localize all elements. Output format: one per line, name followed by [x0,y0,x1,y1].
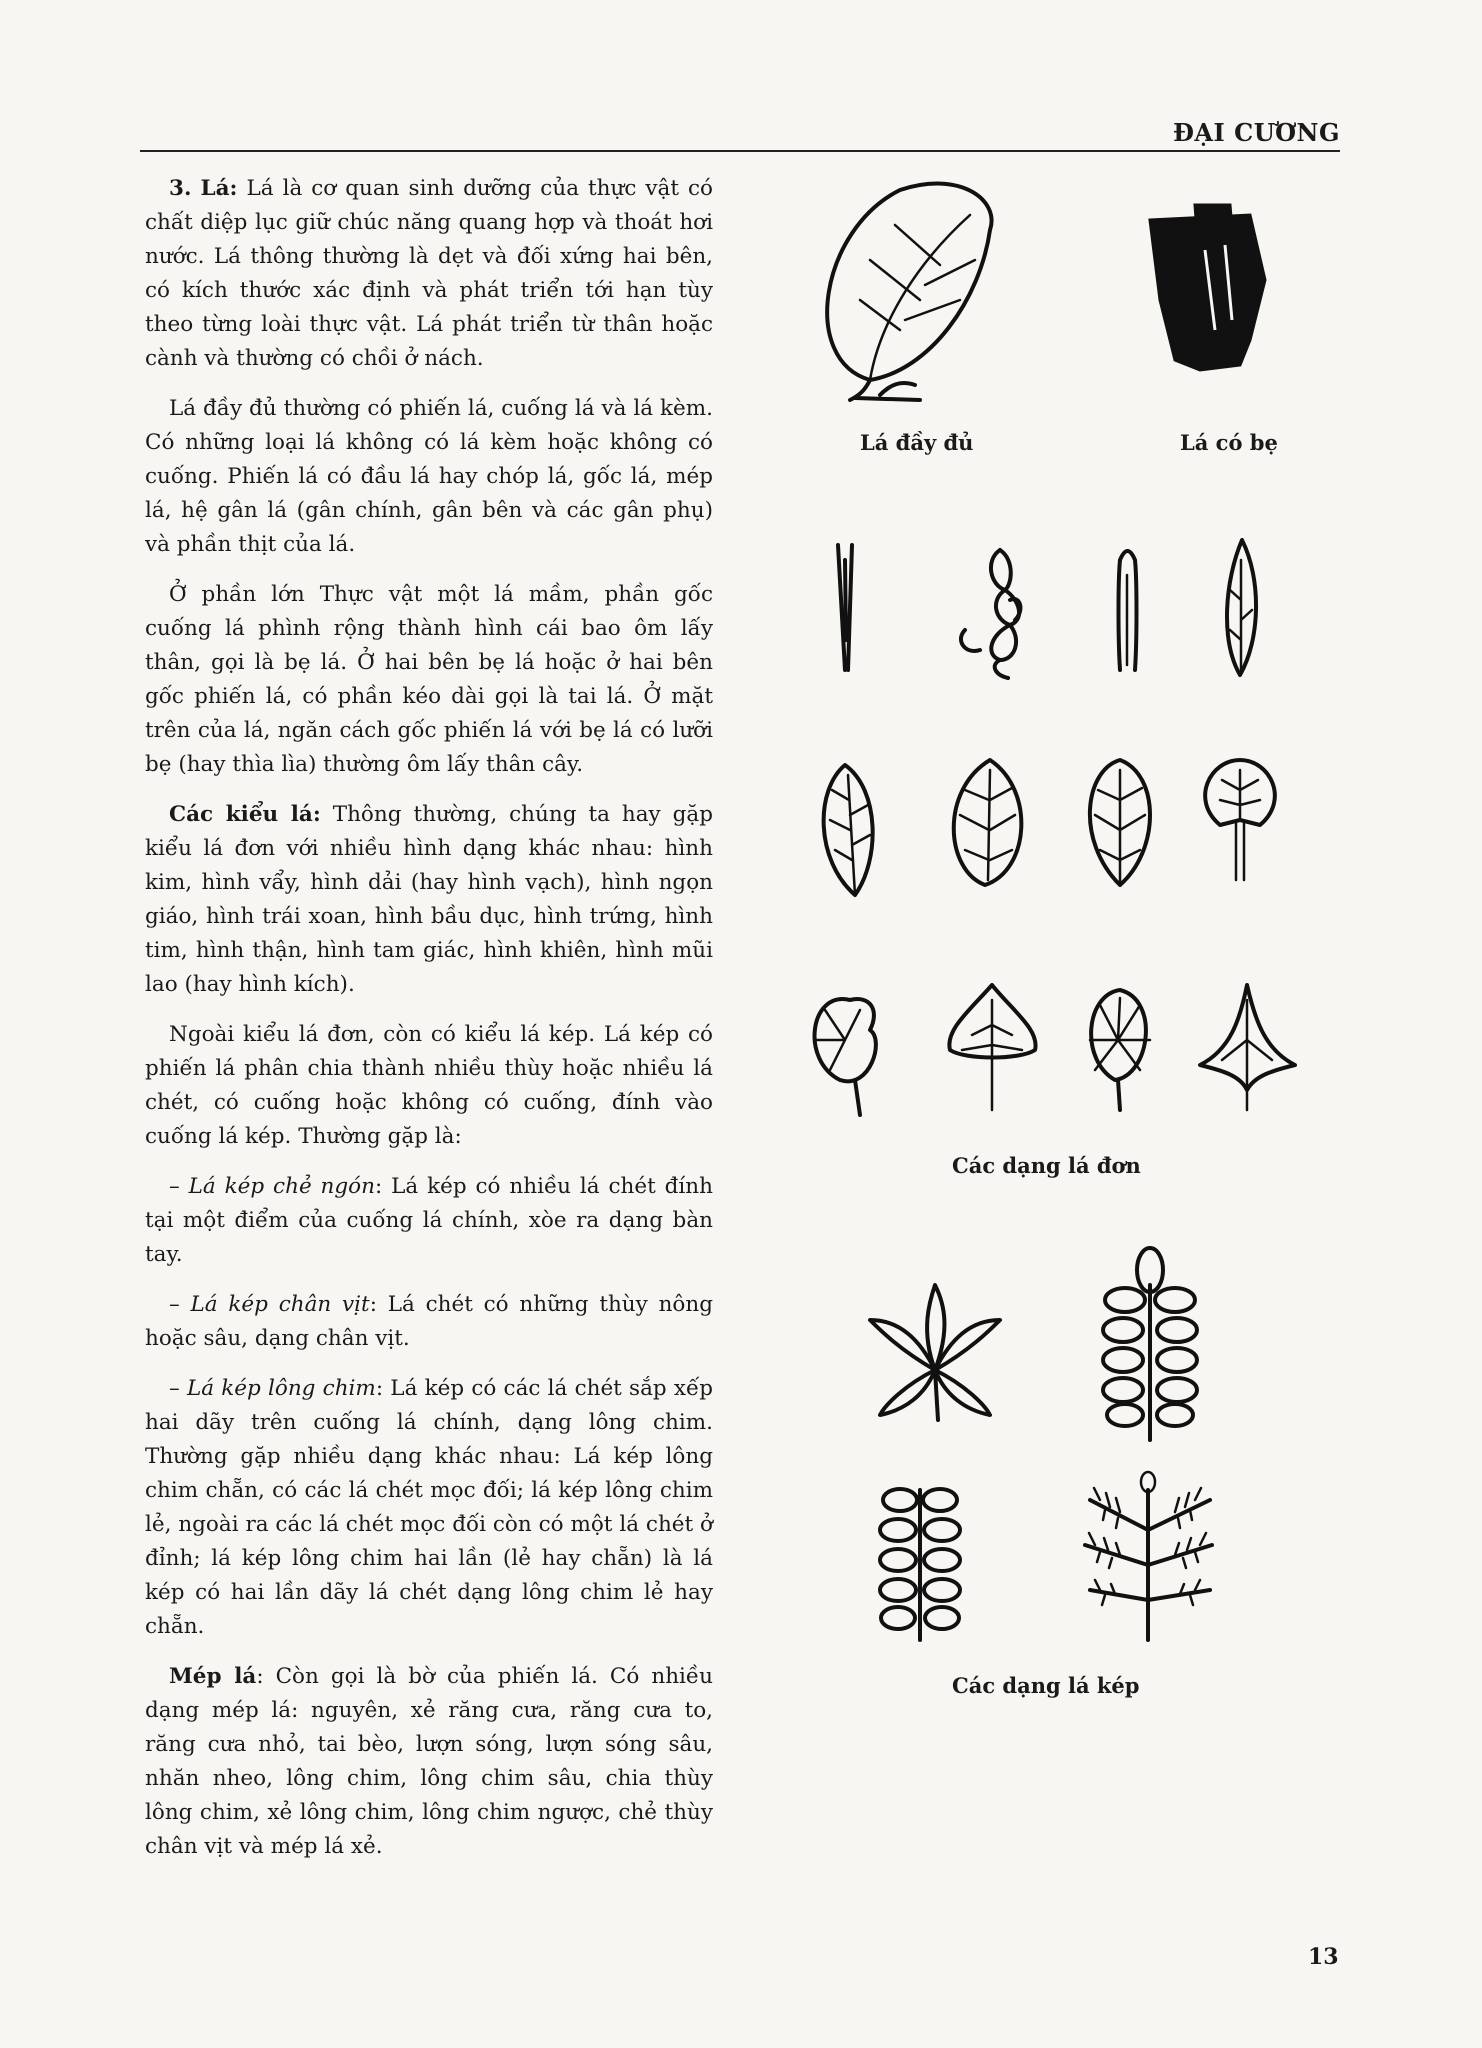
paragraph-full-leaf: Lá đầy đủ thường có phiến lá, cuống lá và lá kèm. Có những loại lá không có lá kèm hoặc không có cuống. Phiến lá có đầu lá hay chóp lá, gốc lá, mép lá, hệ gân lá (gân chính, gân bên và các gân phụ) và phần thịt của lá. [145,396,713,557]
sagittate-leaf-illustration [1200,985,1295,1110]
odd-pinnate-compound-illustration [1103,1248,1197,1440]
caption-simple-leaves: Các dạng lá đơn [952,1153,1141,1178]
section-number: 3. [169,176,192,201]
section-term: Lá: [200,176,238,201]
bipinnate-compound-illustration [1085,1472,1212,1640]
paragraph-text: Thông thường, chúng ta hay gặp kiểu lá đơn với nhiều hình dạng khác nhau: hình kim, hình vẩy, hình dải (hay hình vạch), hình ngọn giáo, hình trái xoan, hình bầu dục, hình trứng, hình tim, hình thận, hình tam giác, hình khiên, hình mũi lao (hay hình kích). [145,802,713,997]
caption-sheath-leaf: Lá có bẹ [1180,430,1278,455]
term-palmatifid: Lá kép chân vịt [190,1292,370,1317]
body-text [145,172,713,1880]
full-leaf-illustration [827,184,991,400]
paragraph-palmatifid: – Lá kép chân vịt: Lá chét có những thùy nông hoặc sâu, dạng chân vịt. [145,1292,713,1351]
even-pinnate-compound-illustration [880,1489,960,1640]
paragraph-pinnate: – Lá kép lông chim: Lá kép có các lá chét sắp xếp hai dãy trên cuống lá chính, dạng lông chim. Thường gặp nhiều dạng khác nhau: Lá kép lông chim chẵn, có các lá chét mọc đối; lá kép lông chim lẻ, ngoài ra các lá chét mọc đối còn có một lá chét ở đỉnh; lá kép lông chim hai lần (lẻ hay chẵn) là lá kép có hai lần dãy lá chét dạng lông chim lẻ hay chẵn. [145,1376,713,1639]
paragraph-leaf-intro [145,172,713,376]
term-pinnate: Lá kép lông chim [186,1376,376,1401]
needle-leaf-illustration [838,545,852,670]
term-leaf-margin: Mép lá [169,1664,257,1689]
caption-compound-leaves: Các dạng lá kép [952,1673,1140,1698]
deltoid-leaf-illustration [949,985,1035,1110]
linear-leaf-illustration [1119,551,1137,670]
palmate-compound-illustration [870,1285,1000,1420]
term-palmate: Lá kép chẻ ngón [188,1174,375,1199]
elliptic-leaf-illustration [954,760,1022,885]
paragraph-text: Lá là cơ quan sinh dưỡng của thực vật có chất diệp lục giữ chúc năng quang hợp và thoát hơi nước. Lá thông thường là dẹt và đối xứng hai bên, có kích thước xác định và phát triển tới hạn tùy theo từng loài thực vật. Lá phát triển từ thân hoặc cành và thường có chồi ở nách. [145,176,713,371]
page-number: 13 [1308,1944,1339,1970]
ovate-leaf-illustration [1090,760,1150,885]
header-rule [140,150,1340,152]
oval-leaf-illustration [824,765,873,895]
scale-leaf-illustration [961,550,1020,678]
paragraph-palmate: – Lá kép chẻ ngón: Lá kép có nhiều lá chét đính tại một điểm của cuống lá chính, xòe ra dạng bàn tay. [145,1174,713,1267]
paragraph-sheath: Ở phần lớn Thực vật một lá mầm, phần gốc cuống lá phình rộng thành hình cái bao ôm lấy thân, gọi là bẹ lá. Ở hai bên bẹ lá hoặc ở hai bên gốc phiến lá, có phần kéo dài gọi là tai lá. Ở mặt trên của lá, ngăn cách gốc phiến lá với bẹ lá có lưỡi bẹ (hay thìa lìa) thường ôm lấy thân cây. [145,582,713,777]
reniform-leaf-illustration [815,999,876,1115]
paragraph-compound: Ngoài kiểu lá đơn, còn có kiểu lá kép. Lá kép có phiến lá phân chia thành nhiều thùy hoặc nhiều lá chét, có cuống hoặc không có cuống, đính vào cuống lá kép. Thường gặp là: [145,1022,713,1149]
page-header: ĐẠI CƯƠNG [1172,118,1340,147]
leaf-illustrations [780,160,1340,1720]
paragraph-leaf-margin: Mép lá: Còn gọi là bờ của phiến lá. Có nhiều dạng mép lá: nguyên, xẻ răng cưa, răng cưa to, răng cưa nhỏ, tai bèo, lượn sóng, lượn sóng sâu, nhăn nheo, lông chim, lông chim sâu, chia thùy lông chim, xẻ lông chim, lông chim ngược, chẻ thùy chân vịt và mép lá xẻ. [145,1664,713,1859]
caption-full-leaf: Lá đầy đủ [860,430,974,455]
peltate-leaf-illustration [1090,990,1150,1110]
sheath-leaf-illustration [1150,205,1265,370]
cordate-leaf-illustration [1205,760,1275,880]
paragraph-leaf-types [145,798,713,1002]
term-leaf-types: Các kiểu lá: [169,802,321,827]
lanceolate-leaf-illustration [1227,540,1256,675]
